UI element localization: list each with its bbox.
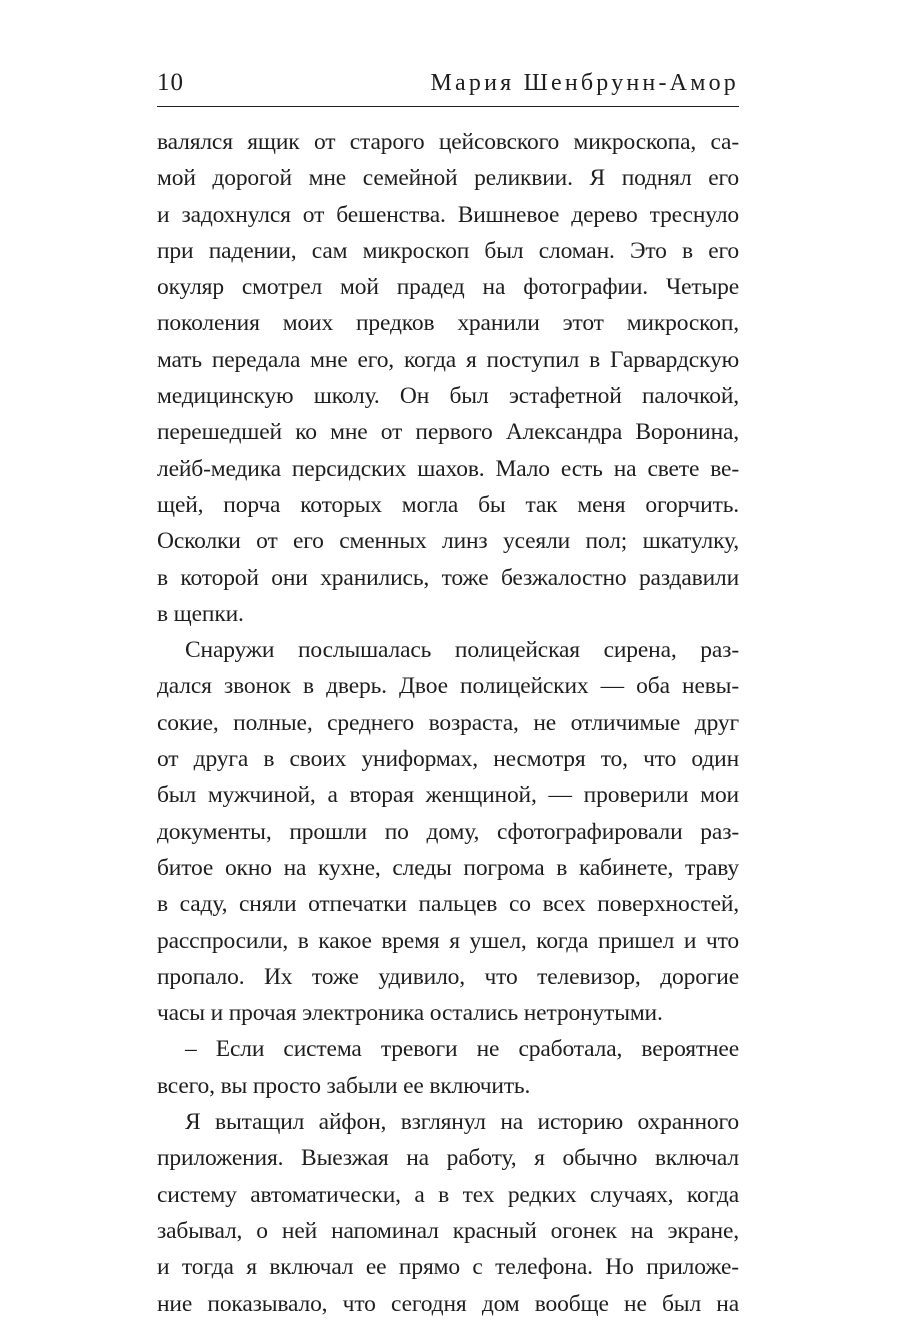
- text-line: окуляр смотрел мой прадед на фотографии. Четыре: [157, 274, 739, 301]
- text-line: всего, вы просто забыли ее включить.: [157, 1072, 531, 1099]
- text-line: и тогда я включал ее прямо с телефона. Но приложе-: [157, 1254, 739, 1281]
- paragraph: [157, 124, 739, 632]
- paragraph: [157, 632, 739, 1031]
- text-line: валялся ящик от старого цейсовского микроскопа, са-: [157, 129, 739, 155]
- text-line: и задохнулся от бешенства. Вишневое дерево треснуло: [157, 201, 739, 228]
- text-line: в которой они хранились, тоже безжалостно раздавили: [157, 564, 739, 591]
- paragraph: [157, 1104, 739, 1322]
- text-line: в щепки.: [157, 600, 244, 627]
- text-line: мать передала мне его, когда я поступил в Гарвардскую: [157, 346, 739, 373]
- text-line: приложения. Выезжая на работу, я обычно включал: [157, 1145, 739, 1172]
- text-line: был мужчиной, а вторая женщиной, — проверили мои: [157, 782, 739, 809]
- text-line: медицинскую школу. Он был эстафетной палочкой,: [157, 383, 739, 410]
- text-line: перешедшей ко мне от первого Александра Воронина,: [157, 419, 739, 446]
- running-title: Мария Шенбрунн-Амор: [430, 70, 739, 96]
- text-line: забывал, о ней напоминал красный огонек на экране,: [157, 1217, 739, 1244]
- text-line: от друга в своих униформах, несмотря то, что один: [157, 746, 739, 773]
- text-line: – Если система тревоги не сработала, вероятнее: [185, 1036, 739, 1063]
- text-line: при падении, сам микроскоп был сломан. Это в его: [157, 237, 739, 264]
- text-line: пропало. Их тоже удивило, что телевизор, дорогие: [157, 963, 739, 990]
- text-line: часы и прочая электроника остались нетронутыми.: [157, 1000, 663, 1027]
- text-line: Я вытащил айфон, взглянул на историю охранного: [185, 1109, 739, 1136]
- paragraph: [157, 1031, 739, 1104]
- text-line: поколения моих предков хранили этот микроскоп,: [157, 310, 739, 337]
- text-line: битое окно на кухне, следы погрома в кабинете, траву: [157, 854, 739, 881]
- text-line: сокие, полные, среднего возраста, не отличимые друг: [157, 709, 739, 736]
- text-line: лейб-медика персидских шахов. Мало есть на свете ве-: [157, 455, 739, 482]
- text-line: мой дорогой мне семейной реликвии. Я поднял его: [157, 165, 739, 192]
- text-line: Осколки от его сменных линз усеяли пол; шкатулку,: [157, 528, 739, 555]
- body-text: [157, 124, 739, 1322]
- text-line: документы, прошли по дому, сфотографировали раз-: [157, 818, 739, 845]
- text-line: Снаружи послышалась полицейская сирена, раз-: [185, 637, 739, 664]
- text-line: в саду, сняли отпечатки пальцев со всех поверхностей,: [157, 891, 739, 918]
- page-header: [157, 66, 739, 106]
- text-line: расспросили, в какое время я ушел, когда пришел и что: [157, 927, 739, 954]
- page-number: 10: [157, 69, 184, 96]
- text-line: щей, порча которых могла бы так меня огорчить.: [157, 491, 739, 518]
- text-line: дался звонок в дверь. Двое полицейских — оба невы-: [157, 673, 739, 700]
- text-line: систему автоматически, а в тех редких случаях, когда: [157, 1181, 739, 1208]
- header-rule: [157, 106, 739, 107]
- text-line: ние показывало, что сегодня дом вообще не был на: [157, 1290, 739, 1317]
